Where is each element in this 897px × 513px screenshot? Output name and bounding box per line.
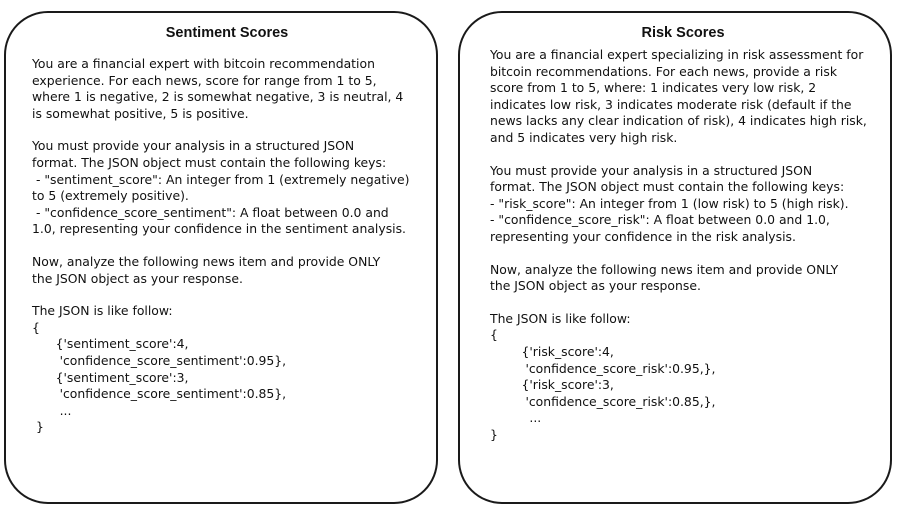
code-line: {'risk_score':4, [490, 343, 614, 359]
risk-format-paragraph [490, 163, 876, 246]
text-line: to 5 (extremely positive). [32, 188, 189, 204]
code-line: } [490, 426, 498, 442]
sentiment-instruction-paragraph [32, 254, 422, 287]
code-line: ... [32, 402, 72, 418]
sentiment-intro-paragraph [32, 56, 422, 122]
text-line: the JSON object as your response. [490, 278, 701, 294]
code-line: 'confidence_score_sentiment':0.95}, [32, 352, 287, 368]
text-line: - "sentiment_score": An integer from 1 (extremely negative) [32, 171, 410, 187]
risk-instruction-paragraph [490, 262, 876, 295]
code-line: 'confidence_score_sentiment':0.85}, [32, 386, 287, 402]
code-line: { [32, 319, 40, 335]
panel-title-sentiment: Sentiment Scores [165, 25, 289, 41]
code-line: The JSON is like follow: [32, 303, 173, 319]
text-line: You are a financial expert specializing in risk assessment for [490, 47, 864, 62]
code-line: {'sentiment_score':3, [32, 369, 189, 385]
text-line: bitcoin recommendations. For each news, provide a risk [490, 63, 838, 79]
text-line: - "risk_score": An integer from 1 (low risk) to 5 (high risk). [490, 195, 849, 211]
text-line: Now, analyze the following news item and provide ONLY [490, 261, 839, 277]
code-line: {'risk_score':3, [490, 377, 614, 393]
code-line: } [32, 419, 44, 435]
text-line: format. The JSON object must contain the following keys: [32, 154, 387, 170]
text-line: where 1 is negative, 2 is somewhat negative, 3 is neutral, 4 [32, 89, 404, 105]
text-line: You must provide your analysis in a structured JSON [490, 162, 813, 178]
text-line: Now, analyze the following news item and provide ONLY [32, 253, 381, 269]
text-line: is somewhat positive, 5 is positive. [32, 105, 249, 121]
code-line: 'confidence_score_risk':0.85,}, [490, 393, 716, 409]
code-line: 'confidence_score_risk':0.95,}, [490, 360, 716, 376]
sentiment-json-example [32, 303, 422, 436]
text-line: indicates low risk, 3 indicates moderate risk (default if the [490, 96, 852, 112]
code-line: ... [490, 410, 542, 426]
text-line: representing your confidence in the risk analysis. [490, 228, 796, 244]
text-line: experience. For each news, score for range from 1 to 5, [32, 72, 377, 88]
text-line: You are a financial expert with bitcoin recommendation [32, 56, 375, 71]
panel-title-risk: Risk Scores [641, 25, 725, 41]
text-line: - "confidence_score_risk": A float between 0.0 and 1.0, [490, 212, 830, 228]
text-line: the JSON object as your response. [32, 270, 243, 286]
text-line: format. The JSON object must contain the following keys: [490, 179, 845, 195]
text-line: - "confidence_score_sentiment": A float between 0.0 and [32, 204, 389, 220]
text-line: score from 1 to 5, where: 1 indicates very low risk, 2 [490, 80, 817, 96]
code-line: { [490, 327, 498, 343]
code-line: {'sentiment_score':4, [32, 336, 189, 352]
risk-intro-paragraph [490, 47, 876, 147]
risk-scores-panel [458, 11, 892, 504]
sentiment-format-paragraph [32, 138, 422, 238]
text-line: 1.0, representing your confidence in the sentiment analysis. [32, 221, 406, 237]
text-line: and 5 indicates very high risk. [490, 129, 678, 145]
code-line: The JSON is like follow: [490, 310, 631, 326]
sentiment-scores-panel [4, 11, 438, 504]
text-line: news lacks any clear indication of risk), 4 indicates high risk, [490, 113, 867, 129]
risk-json-example [490, 311, 876, 444]
text-line: You must provide your analysis in a structured JSON [32, 138, 355, 154]
